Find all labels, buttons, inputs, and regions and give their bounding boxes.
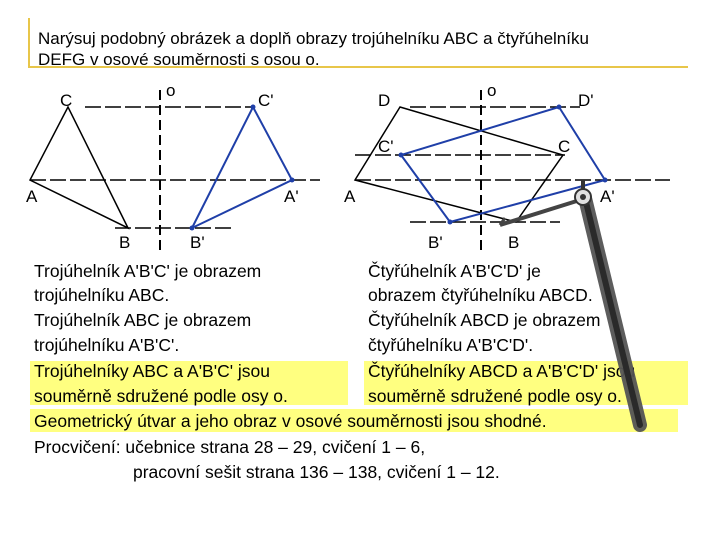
label-c-prime-right: C' (378, 137, 394, 156)
label-d-prime-right: D' (578, 91, 594, 110)
left-text-line: trojúhelníku A'B'C'. (34, 335, 180, 355)
label-d-right: D (378, 91, 391, 110)
right-text-line: obrazem čtyřúhelníku ABCD. (368, 285, 593, 305)
right-text-line: souměrně sdružené podle osy o. (368, 386, 622, 406)
label-a-prime-left: A' (284, 187, 299, 206)
conclusion-text: Geometrický útvar a jeho obraz v osové souměrnosti jsou shodné. (34, 411, 547, 431)
right-text-line: Čtyřúhelníky ABCD a A'B'C'D' jsou (368, 361, 636, 381)
label-b-left: B (119, 233, 131, 252)
compass-icon (500, 180, 640, 425)
label-c-prime-left: C' (258, 91, 274, 110)
label-o-left: o (166, 81, 176, 100)
label-b-prime-right: B' (428, 233, 443, 252)
left-text-line: Trojúhelníky ABC a A'B'C' jsou (34, 361, 271, 381)
label-a-prime-right: A' (600, 187, 615, 206)
left-text-line: souměrně sdružené podle osy o. (34, 386, 288, 406)
label-c-left: C (60, 91, 73, 110)
page-title: Narýsuj podobný obrázek a doplň obrazy trojúhelníku ABC a čtyřúhelníku DEFG v osové souměrnosti s osou o. (38, 29, 589, 69)
label-a-left: A (26, 187, 38, 206)
label-c-right: C (558, 137, 571, 156)
label-b-right: B (508, 233, 520, 252)
left-text-line: Trojúhelník A'B'C' je obrazem (34, 261, 262, 281)
label-b-prime-left: B' (190, 233, 205, 252)
right-text-line: Čtyřúhelník ABCD je obrazem (368, 310, 601, 330)
practice-line-2: pracovní sešit strana 136 – 138, cvičení 1 – 12. (133, 462, 500, 482)
label-a-right: A (344, 187, 356, 206)
practice-line-1: Procvičení: učebnice strana 28 – 29, cvičení 1 – 6, (34, 437, 426, 457)
right-text-line: Čtyřúhelník A'B'C'D' je (368, 261, 541, 281)
right-text-line: čtyřúhelníku A'B'C'D'. (368, 335, 534, 355)
label-o-right: o (487, 81, 497, 100)
left-text-line: trojúhelníku ABC. (34, 285, 170, 305)
left-text-line: Trojúhelník ABC je obrazem (34, 310, 252, 330)
